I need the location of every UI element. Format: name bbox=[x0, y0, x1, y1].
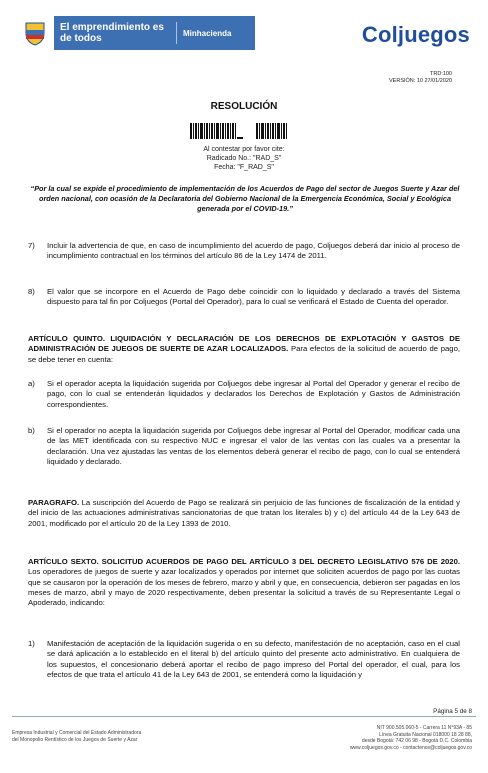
item-7-number: 7) bbox=[28, 241, 35, 250]
radicado-date: Fecha: "F_RAD_S" bbox=[214, 164, 274, 171]
item-1-text: Manifestación de aceptación de la liquidación sugerida o en su defecto, manifestación de no aceptación, caso en el cual se dará aplicación a lo establecido en el literal b) del artículo quinto del presente acto administrativo. En cualquiera de los supuestos, el concesionario deberá aportar el recibo de pago impreso del Portal del operador, el cual, para los efectos de que trata el artículo 41 de la Ley 643 de 2001, se entenderá como la liquidación y bbox=[47, 639, 460, 679]
item-a-letter: a) bbox=[28, 379, 35, 388]
paragrafo-paragraph bbox=[28, 498, 460, 529]
radicado-number: Radicado No.: "RAD_S" bbox=[206, 155, 282, 162]
paragrafo-heading: PARAGRAFO. bbox=[28, 498, 80, 507]
footer-company-line2: del Monopolio Rentístico de los Juegos de Suerte y Azar bbox=[12, 736, 138, 743]
item-8-text: El valor que se incorpore en el Acuerdo de Pago debe coincidir con lo liquidado y declarado a través del Sistema dispuesto para tal fin por Coljuegos (Portal del Operador), para lo cual se verificará el Estado de Cuenta del operador. bbox=[47, 287, 460, 307]
article-5-heading: ARTÍCULO QUINTO. LIQUIDACIÓN Y DECLARACIÓN DE LOS DERECHOS DE EXPLOTACIÓN Y GASTOS DE ADMINISTRACIÓN DE JUEGOS DE SUERTE DE AZAR LOCALIZADOS. bbox=[28, 334, 460, 354]
article-5-paragraph bbox=[28, 334, 460, 365]
citation-block bbox=[0, 145, 488, 172]
article-6-text: Los operadores de juegos de suerte y azar localizados y operados por internet que soliciten acuerdos de pago por las cuotas que se causaron por la operación de los meses de febrero, marzo y abril y que, en consecuencia, debieron ser pagadas en los meses de marzo, abril y mayo de 2020 respectivamente, deben presentar la solicitud a través de su Representante Legal o Apoderado, indicando: bbox=[28, 567, 460, 608]
item-a-text: Si el operador acepta la liquidación sugerida por Coljuegos debe ingresar al Portal del Operador y generar el recibo de pago, con lo cual se entenderán liquidados y declarados los Derechos de Explotación y Gastos de Administración correspondientes. bbox=[47, 379, 460, 409]
article-6-heading: ARTÍCULO SEXTO. SOLICITUD ACUERDOS DE PAGO DEL ARTÍCULO 3 DEL DECRETO LEGISLATIVO 576 DE 2020. bbox=[28, 557, 460, 566]
footer-nit: NIT 900.505.060-5 - Carrera 11 N°93A - 85 bbox=[376, 725, 472, 731]
article-5-text: Para efectos de la solicitud de acuerdo de pago, se debe tener en cuenta: bbox=[28, 344, 460, 364]
resolution-subject: “Por la cual se expide el procedimiento de implementación de los Acuerdos de Pago del sector de Juegos Suerte y Azar del orden nacional, con ocasión de la Declaratoria del Gobierno Nacional de la Emergencia Económica, Social y Ecológica generada por el COVID-19.” bbox=[30, 184, 460, 213]
cite-instruction: Al contestar por favor cite: bbox=[203, 146, 285, 153]
footer-bogota: desde Bogotá: 742 06 98 - Bogotá D.C. Colombia bbox=[361, 738, 472, 744]
banner-divider bbox=[176, 22, 177, 44]
item-b-text: Si el operador no acepta la liquidación sugerida por Coljuegos debe ingresar al Portal del Operador, modificar cada una de las MET identificada con su respectivo NUC e ingresar el valor de las ventas con las cuales va a presentar la declaración. Una vez ajustadas las ventas de los elementos deberá generar el recibo de pago, con lo cual se entenderá liquidado y declarado. bbox=[47, 426, 460, 466]
page-number: Página 5 de 8 bbox=[433, 708, 472, 715]
item-1-number: 1) bbox=[28, 639, 35, 648]
footer-contact bbox=[350, 725, 472, 751]
paragrafo-text: La suscripción del Acuerdo de Pago se realizará sin perjuicio de las funciones de fiscalización de la entidad y del inicio de las actuaciones administrativas sancionatorias de que tratan los literales b) y c) del artículo 44 de la Ley 643 de 2001, modificado por el artículo 20 de la Ley 1393 de 2010. bbox=[28, 498, 460, 528]
item-8-number: 8) bbox=[28, 287, 35, 296]
document-title: RESOLUCIÓN bbox=[210, 101, 278, 112]
footer-phone: Línea Gratuita Nacional 018000 18 28 88, bbox=[379, 731, 472, 738]
footer-company-line1: Empresa Industrial y Comercial del Estado Administradora bbox=[12, 730, 142, 736]
footer-divider bbox=[12, 716, 476, 717]
banner-slogan: El emprendimiento es de todos bbox=[60, 22, 164, 44]
coljuegos-logo: Coljuegos bbox=[361, 22, 470, 47]
item-7-text: Incluir la advertencia de que, en caso de incumplimiento del acuerdo de pago, Coljuegos deberá dar inicio al proceso de incumplimiento contractual en los términos del artículo 86 de la Ley 1474 de 2011. bbox=[47, 241, 460, 261]
footer-web: www.coljuegos.gov.co - contactenos@coljuegos.gov.co bbox=[349, 744, 472, 751]
footer-company bbox=[12, 730, 141, 743]
trd-version bbox=[389, 71, 452, 85]
version-date: VERSIÓN: 10 27/01/2020 bbox=[389, 78, 452, 84]
coat-of-arms-icon bbox=[16, 16, 54, 50]
barcode-icon bbox=[190, 123, 294, 145]
item-b-letter: b) bbox=[28, 426, 35, 435]
article-6-paragraph bbox=[28, 557, 460, 608]
ministry-label: Minhacienda bbox=[183, 28, 232, 38]
government-banner bbox=[16, 16, 255, 50]
trd-code: TRD:100 bbox=[429, 71, 452, 77]
